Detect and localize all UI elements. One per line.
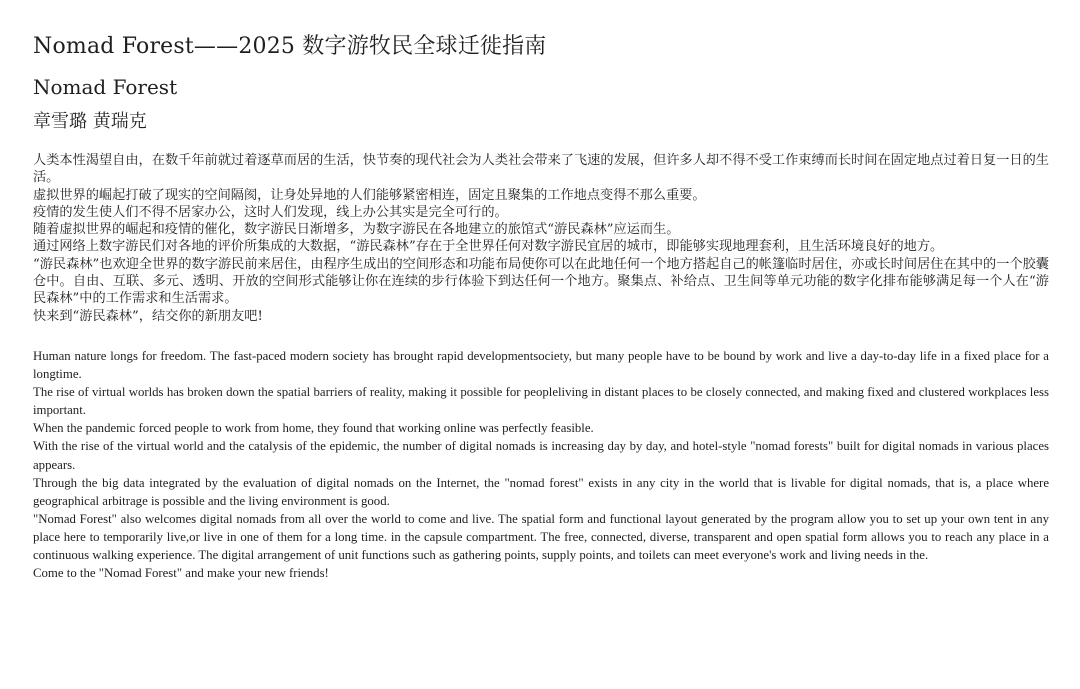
cn-paragraph: “游民森林”也欢迎全世界的数字游民前来居住，由程序生成出的空间形态和功能布局使你可以在此地任何一个地方搭起自己的帐篷临时居住，亦或长时间居住在其中的一个胶囊仓中。自由、互联、多元、透明、开放的空间形式能够让你在连续的步行体验下到达任何一个地方。聚集点、补给点、卫生间等单元功能的数字化排布能够满足每一个人在“游民森林”中的工作需求和生活需求。 bbox=[33, 256, 1049, 307]
document-page bbox=[33, 30, 1049, 582]
en-paragraph: Through the big data integrated by the evaluation of digital nomads on the Internet, the "nomad forest" exists in any city in the world that is livable for digital nomads, that is, a place where geographical arbitrage is possible and the living environment is good. bbox=[33, 475, 1049, 508]
en-paragraph: The rise of virtual worlds has broken down the spatial barriers of reality, making it possible for peopleliving in distant places to be closely connected, and making fixed and clustered workplaces less important. bbox=[33, 385, 1049, 418]
en-paragraph: When the pandemic forced people to work from home, they found that working online was perfectly feasible. bbox=[33, 421, 594, 436]
document-title: Nomad Forest——2025 数字游牧民全球迁徙指南 bbox=[33, 34, 547, 59]
chinese-text-block bbox=[33, 152, 1049, 325]
cn-paragraph: 人类本性渴望自由，在数千年前就过着逐草而居的生活，快节奏的现代社会为人类社会带来了飞速的发展，但许多人却不得不受工作束缚而长时间在固定地点过着日复一日的生活。 bbox=[33, 153, 1049, 186]
document-authors: 章雪璐 黄瑞克 bbox=[33, 111, 147, 132]
document-subtitle: Nomad Forest bbox=[33, 75, 178, 99]
cn-paragraph: 虚拟世界的崛起打破了现实的空间隔阂，让身处异地的人们能够紧密相连，固定且聚集的工作地点变得不那么重要。 bbox=[33, 187, 706, 203]
cn-paragraph: 随着虚拟世界的崛起和疫情的催化，数字游民日渐增多，为数字游民在各地建立的旅馆式“游民森林”应运而生。 bbox=[33, 222, 680, 238]
en-paragraph: Come to the "Nomad Forest" and make your new friends! bbox=[33, 566, 329, 581]
cn-paragraph: 疫情的发生使人们不得不居家办公，这时人们发现，线上办公其实是完全可行的。 bbox=[33, 204, 508, 220]
english-text-block bbox=[33, 347, 1049, 582]
cn-paragraph: 快来到“游民森林”，结交你的新朋友吧! bbox=[33, 308, 263, 324]
en-paragraph: With the rise of the virtual world and the catalysis of the epidemic, the number of digital nomads is increasing day by day, and hotel-style "nomad forests" built for digital nomads in various places appears. bbox=[33, 439, 1049, 472]
cn-paragraph: 通过网络上数字游民们对各地的评价所集成的大数据，“游民森林”存在于全世界任何对数字游民宜居的城市，即能够实现地理套利，且生活环境良好的地方。 bbox=[33, 239, 944, 255]
en-paragraph: Human nature longs for freedom. The fast-paced modern society has brought rapid developmentsociety, but many people have to be bound by work and live a day-to-day life in a fixed place for a longtime. bbox=[33, 348, 1049, 382]
en-paragraph: "Nomad Forest" also welcomes digital nomads from all over the world to come and live. The spatial form and functional layout generated by the program allow you to set up your own tent in any place here to temporarily live,or live in one of them for a long time. in the capsule compartment. The free, connected, diverse, transparent and open spatial form allows you to reach any place in a continuous walking experience. The digital arrangement of unit functions such as gathering points, supply points, and toilets can meet everyone's work and living needs in the. bbox=[33, 511, 1049, 562]
